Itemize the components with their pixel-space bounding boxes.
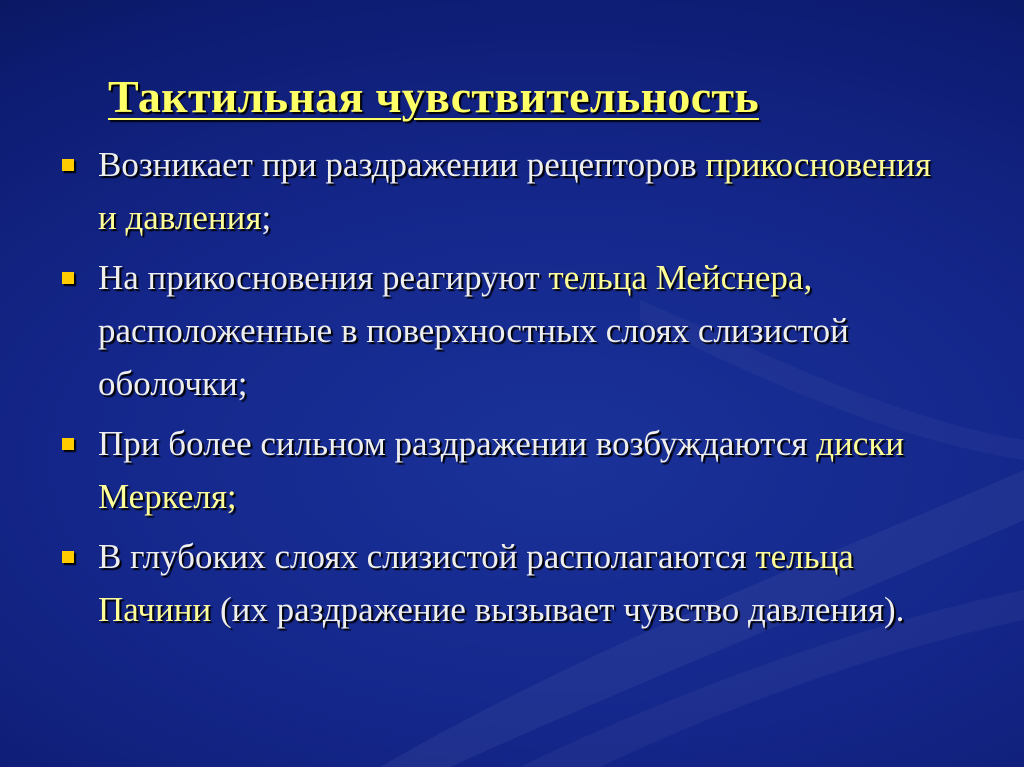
bullet-item <box>58 530 958 636</box>
bullet-item <box>58 251 958 410</box>
bullet-highlight: тельца Мейснера, <box>548 258 813 297</box>
bullet-highlight: тельца Пачини <box>98 537 854 629</box>
bullet-text: Возникает при раздражении рецепторов <box>98 145 706 184</box>
square-bullet-icon <box>62 438 74 450</box>
bullet-text-end: (их раздражение вызывает чувство давления). <box>211 590 905 629</box>
bullet-highlight: прикосновения и давления <box>98 145 932 237</box>
bullet-item <box>58 417 958 523</box>
square-bullet-icon <box>62 551 74 563</box>
bullet-text: На прикосновения реагируют <box>98 258 549 297</box>
bullet-highlight: диски Меркеля; <box>98 424 905 516</box>
bullet-item <box>58 138 958 244</box>
bullet-list <box>58 138 958 643</box>
bullet-text: При более сильном раздражении возбуждаются <box>98 424 817 463</box>
square-bullet-icon <box>62 159 74 171</box>
bullet-text: В глубоких слоях слизистой располагаются <box>98 537 756 576</box>
bullet-text-end: расположенные в поверхностных слоях слизистой оболочки; <box>98 311 849 403</box>
square-bullet-icon <box>62 272 74 284</box>
slide-title: Тактильная чувствительность <box>108 71 759 122</box>
bullet-text-end: ; <box>261 198 272 237</box>
